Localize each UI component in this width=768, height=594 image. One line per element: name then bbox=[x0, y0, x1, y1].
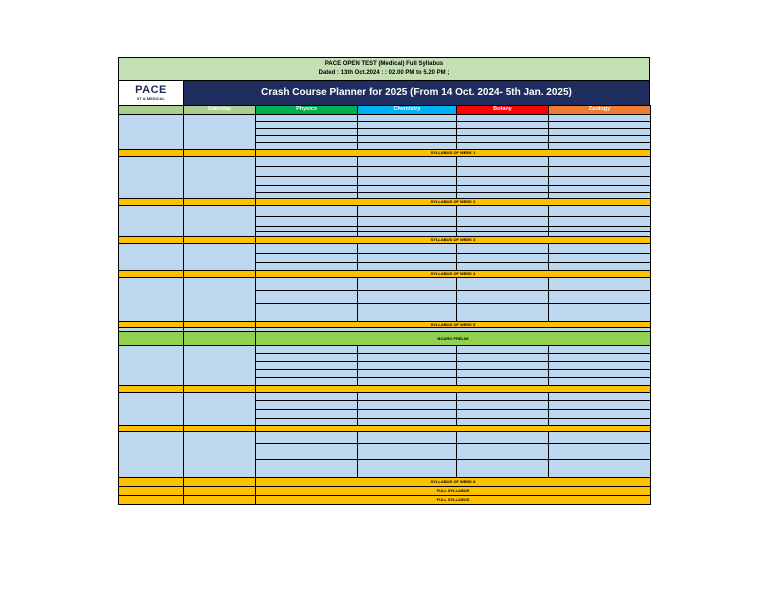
physics-header: Physics bbox=[256, 106, 358, 115]
full-syllabus-banner-2: FULL SYLLABUS bbox=[256, 496, 651, 505]
board-prelim-row bbox=[119, 332, 651, 346]
title-bar bbox=[118, 81, 650, 105]
chemistry-header: Chemistry bbox=[358, 106, 457, 115]
week-banner-row bbox=[119, 237, 651, 244]
week3-banner: SYLLABUS OF WEEK 3 bbox=[256, 237, 651, 244]
table-row bbox=[119, 244, 651, 254]
table-row bbox=[119, 432, 651, 444]
full-syllabus-row bbox=[119, 487, 651, 496]
test-header bbox=[118, 57, 650, 81]
planner-sheet bbox=[118, 57, 650, 505]
table-row bbox=[119, 346, 651, 354]
table-row bbox=[119, 115, 651, 122]
zoology-header: Zoology bbox=[549, 106, 651, 115]
subject-header-row bbox=[119, 106, 651, 115]
date-day-header: Date/day bbox=[184, 106, 256, 115]
week4-banner: SYLLABUS OF WEEK 4 bbox=[256, 271, 651, 278]
week-banner-row bbox=[119, 271, 651, 278]
week-banner-row bbox=[119, 386, 651, 393]
test-header-title: PACE OPEN TEST (Medical) Full Syllabus bbox=[324, 61, 444, 67]
week-banner-row bbox=[119, 478, 651, 487]
week8-banner: SYLLABUS OF WEEK 8 bbox=[256, 478, 651, 487]
week5-banner: SYLLABUS OF WEEK 5 bbox=[256, 322, 651, 328]
planner-title: Crash Course Planner for 2025 (From 14 Oct. 2024- 5th Jan. 2025) bbox=[184, 81, 649, 105]
planner-table bbox=[118, 105, 651, 505]
pace-logo: PACE IIT & MEDICAL bbox=[119, 81, 184, 105]
table-row bbox=[119, 278, 651, 291]
test-header-date: Dated : 13th Oct.2024 : : 02.00 PM to 5.20 PM ; bbox=[318, 70, 450, 76]
board-prelim-banner: BOARD PRELIM bbox=[256, 332, 651, 346]
table-row bbox=[119, 393, 651, 401]
week1-banner: SYLLABUS OF WEEK 1 bbox=[256, 150, 651, 157]
week2-banner: SYLLABUS OF WEEK 2 bbox=[256, 199, 651, 206]
table-row bbox=[119, 206, 651, 217]
full-syllabus-row bbox=[119, 496, 651, 505]
full-syllabus-banner-1: FULL SYLLABUS bbox=[256, 487, 651, 496]
botany-header: Botany bbox=[457, 106, 549, 115]
week-banner-row bbox=[119, 150, 651, 157]
table-row bbox=[119, 157, 651, 167]
week-banner-row bbox=[119, 199, 651, 206]
